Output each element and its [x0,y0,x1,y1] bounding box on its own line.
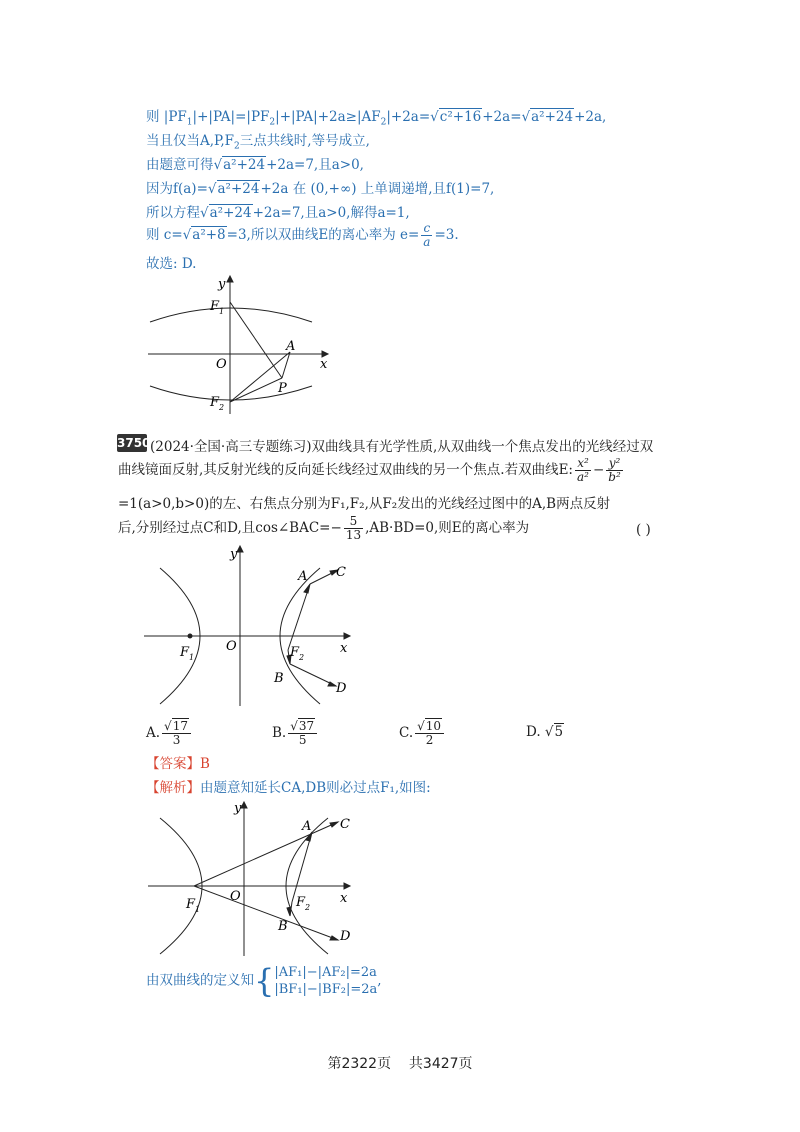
solution-line-5: 所以方程√a²+24+2a=7,且a>0,解得a=1, [146,205,410,221]
solution-line-2: 当且仅当$A,P,F_2$三点共线时,等号成立, [146,133,370,152]
fig2-d-label: D [336,681,347,696]
fig2-x-label: x [340,641,348,656]
fig3-y-label: y [234,801,242,816]
option-a: A. $\frac{√17}{3}$ [146,720,193,747]
fig2-c-label: C [336,565,346,580]
definition-line: 由双曲线的定义知{|AF₁|−|AF₂|=2a |BF₁|−|BF₂|=2a, [146,962,382,1000]
fig1-f2-label: F [210,395,220,410]
figure-hyperbola-2 [140,540,360,710]
total-pages: 共3427页 [408,1056,473,1072]
figure-hyperbola-1 [140,268,340,418]
fig2-b-label: B [274,671,284,686]
problem-number-badge: 3750 [117,436,151,450]
fig2-y-label: y [230,547,238,562]
solution-line-3: 由题意可得√a²+24+2a=7,且a>0, [146,157,364,173]
fig1-x-label: x [320,357,328,372]
answer-paren: ( ) [636,522,651,538]
fig2-a-label: A [298,569,308,584]
fig3-x-label: x [340,891,348,906]
page-number: 第2322页 [327,1056,392,1072]
solution-line-4: 因为f(a)=√a²+24+2a 在 (0,+∞) 上单调递增,且f(1)=7, [146,181,495,197]
fig2-origin-label: O [226,639,237,654]
fig3-d-label: D [340,929,351,944]
option-b: B. $\frac{√37}{5}$ [272,720,319,747]
problem-line-2: 曲线镜面反射,其反射光线的反向延长线经过双曲线的另一个焦点.若双曲线E: $\frac{\text{x²}}{\text{a²}}$ − $\frac{\text{y²}}{\text{b²}}$ [118,456,621,484]
svg-text:1: 1 [189,653,195,662]
fig3-f1-label: F [186,897,196,912]
fig2-f1-label: F [180,645,190,660]
fig1-p-label: P [278,381,287,396]
svg-text:2: 2 [305,903,311,912]
solution-line-1: 则 $|PF_1|+|PA|=|PF_2|+|PA|+2a\ge|AF_2|+2a=√c^2+16+2a=√a^2+24+2a$, [146,109,607,128]
answer-line: 【答案】B [146,756,210,772]
svg-text:2: 2 [219,403,225,412]
svg-text:1: 1 [195,905,201,914]
problem-line-3: =1(a>0,b>0)的左、右焦点分别为F₁,F₂,从F₂发出的光线经过图中的A,B两点反射 [118,496,611,512]
problem-line-1: (2024·全国·高三专题练习)双曲线具有光学性质,从双曲线一个焦点发出的光线经过双 [150,439,654,455]
solution-line-6: 则 c=√a²+8=3,所以双曲线E的离心率为 e= $\frac{c}{a}$ =3. [146,221,459,249]
solution-line-7: 故选: D. [146,256,197,272]
option-c: C. $\frac{√10}{2}$ [399,720,446,747]
option-d: D. √5 [526,724,564,740]
fig1-f1-label: F [210,299,220,314]
fig1-origin-label: O [216,357,227,372]
figure-hyperbola-3 [140,796,360,962]
fig3-origin-label: O [230,889,241,904]
svg-text:2: 2 [299,653,305,662]
fig1-y-label: y [218,277,226,292]
fig2-f2-label: F [290,645,300,660]
fig3-f2-label: F [296,895,306,910]
problem-line-4: 后,分别经过点C和D,且cos∠BAC=− $\frac{5}{13}$ ,AB·BD=0,则E的离心率为 [118,514,530,542]
svg-text:1: 1 [219,307,225,316]
analysis-line: 【解析】由题意知延长CA,DB则必过点F₁,如图: [146,780,431,796]
fig1-a-label: A [286,339,296,354]
fig3-c-label: C [340,817,350,832]
page-footer [0,1053,800,1073]
fig3-b-label: B [278,919,288,934]
fig3-a-label: A [302,819,312,834]
